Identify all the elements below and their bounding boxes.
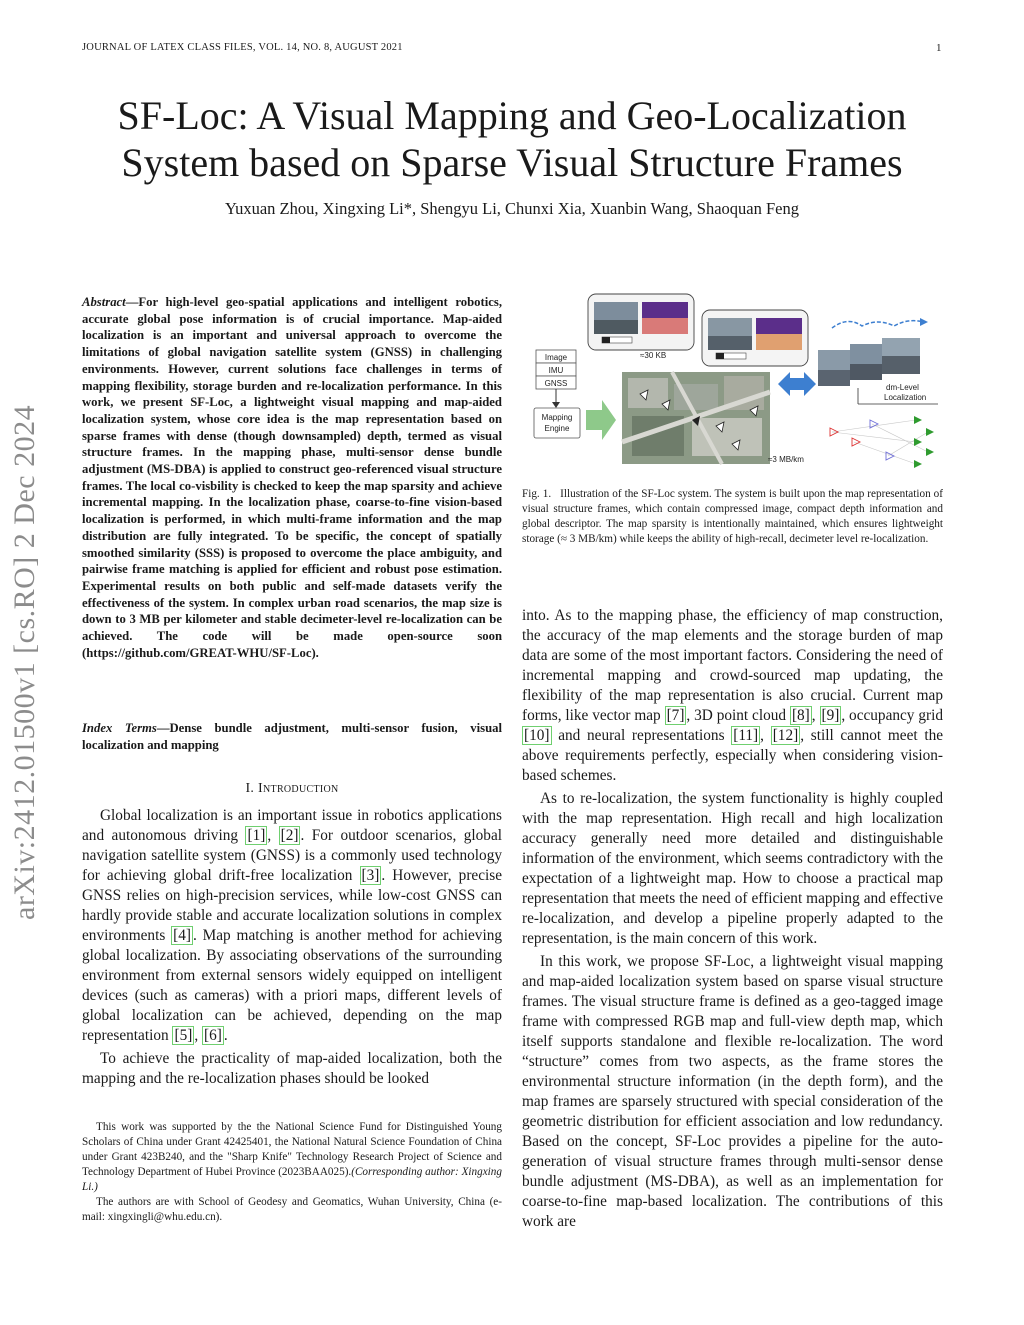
paper-title xyxy=(60,92,964,186)
index-terms xyxy=(82,720,502,753)
structure-frame-card-1 xyxy=(588,294,694,360)
satellite-map xyxy=(622,372,770,464)
citation-8[interactable]: [8] xyxy=(791,707,810,724)
intro-paragraph-1: Global localization is an important issue in robotics applications and autonomous driving [1] , [2] . For outdoor scenarios, global navigation satellite system (GNSS) is a commonly used technology for achieving global drift-free localization [3] . However, precise GNSS relies on high-precision services, while low-cost GNSS can hardly provide stable and accurate localization solutions in complex environments [4] . Map matching is another method for achieving global localization. By associating observations of the surrounding environment from external sensors widely equipped on intelligent devices (such as cameras) with a priori maps, different levels of global localization can be achieved, depending on the map representation [5] , [6] . xyxy=(82,807,502,1044)
citation-9[interactable]: [9] xyxy=(821,707,840,724)
query-images xyxy=(818,318,928,386)
index-terms-label: Index Terms xyxy=(82,721,157,735)
footnote-funding: This work was supported by the the National Science Fund for Distinguished Young Scholars of China under Grant 42425401, the National Natural Science Foundation of China under Grant 423B240, and the "Sharp Knife" Technology Research Project of Science and Technology Department of Hubei Province (2023BAA025).(Corresponding author: Xingxing Li.) xyxy=(82,1121,502,1193)
title-line-1: SF-Loc: A Visual Mapping and Geo-Localization xyxy=(117,93,907,138)
engine-label-2: Engine xyxy=(544,424,570,433)
intro-paragraph-2: To achieve the practicality of map-aided localization, both the mapping and the re-localization phases should be looked xyxy=(82,1050,502,1087)
section-title: Introduction xyxy=(258,781,339,796)
localization-label-1: dm-Level xyxy=(886,383,919,392)
abstract-label: Abstract xyxy=(82,295,126,309)
footnote-affiliation: The authors are with School of Geodesy and Geomatics, Wuhan University, China (e-mail: xingxingli@whu.edu.cn). xyxy=(82,1196,502,1223)
citation-10[interactable]: [10] xyxy=(524,727,550,744)
caption-label: Fig. 1. xyxy=(522,488,552,500)
figure-caption xyxy=(522,487,943,547)
citation-2[interactable]: [2] xyxy=(280,827,299,844)
intro-right-column xyxy=(522,606,943,1232)
citation-12[interactable]: [12] xyxy=(772,727,799,744)
mapping-arrow xyxy=(586,400,616,440)
caption-text: Illustration of the SF-Loc system. The system is built upon the map representation of visual structure frames, which contain compressed image, compact depth information and global descriptor. The map sparsity is intentionally maintained, which ensures lightweight storage (≈ 3 MB/km) while keeps the ability of high-recall, decimeter level re-localization. xyxy=(522,488,943,545)
citation-7[interactable]: [7] xyxy=(666,707,685,724)
figure-1 xyxy=(532,292,944,474)
frame-size-label: ≈30 KB xyxy=(640,351,667,360)
intro-paragraph-5: In this work, we propose SF-Loc, a lightweight visual mapping and map-aided localization system based on sparse visual structure frames. The visual structure frame is defined as a geo-tagged image frame with compressed RGB map and full-view depth map, which itself supports standalone and flexible re-localization. The word “structure” comes from two aspects, as the frame stores the environmental structure information (in the depth form), and the map frames are sparsely structured with special consideration of the geometric distribution for efficient association and low redundancy. Based on the concept, SF-Loc provides a pipeline for the auto-generation of visual structure frames through multi-sensor dense bundle adjustment (MS-DBA), as well as an implementation for coarse-to-fine map-based localization. The contributions of this work are xyxy=(522,953,943,1230)
author-list: Yuxuan Zhou, Xingxing Li*, Shengyu Li, Chunxi Xia, Xuanbin Wang, Shaoquan Feng xyxy=(225,199,799,218)
section-heading xyxy=(82,781,502,797)
imu-sensor-label: IMU xyxy=(548,366,564,375)
citation-1[interactable]: [1] xyxy=(247,827,266,844)
structure-frame-card-2 xyxy=(702,310,808,366)
sensor-stack xyxy=(534,350,580,438)
intro-paragraph-3: into. As to the mapping phase, the efficiency of map construction, the accuracy of the map elements and the storage burden of map data are some of the most important factors. Considering the need of incremental mapping and crowd-sourced map updating, the flexibility of the map representation is also crucial. Current map forms, like vector map [7] , 3D point cloud [8] , [9] , occupancy grid [10] and neural representations [11] , [12] , still cannot meet the above requirements perfectly, especially when considering vision-based schemes. xyxy=(522,607,944,784)
arxiv-stamp: arXiv:2412.01500v1 [cs.RO] 2 Dec 2024 xyxy=(8,404,41,920)
section-number: I. xyxy=(245,781,255,796)
engine-label-1: Mapping xyxy=(541,413,573,422)
page-number: 1 xyxy=(936,42,942,54)
citation-3[interactable]: [3] xyxy=(361,867,380,884)
title-line-2: System based on Sparse Visual Structure Frames xyxy=(121,140,903,185)
abstract xyxy=(82,294,502,661)
citation-6[interactable]: [6] xyxy=(203,1027,222,1044)
map-size-label: ≈3 MB/km xyxy=(768,455,804,464)
intro-paragraph-4: As to re-localization, the system functionality is highly coupled with the map representation. High recall and high localization accuracy generally need more detailed and distinguishable information of the environment, which seems contradictory with the expectation of a lightweight map. How to choose a practical map representation that meets the need of efficient mapping and effective re-localization, and develop a pipeline properly adapted to the representation, is the main concern of this work. xyxy=(522,790,943,947)
running-header: JOURNAL OF LATEX CLASS FILES, VOL. 14, NO. 8, AUGUST 2021 xyxy=(82,42,403,53)
image-sensor-label: Image xyxy=(544,353,568,362)
intro-left-column xyxy=(82,806,502,1089)
citation-11[interactable]: [11] xyxy=(733,727,759,744)
gnss-sensor-label: GNSS xyxy=(544,379,568,388)
index-terms-text: —Dense bundle adjustment, multi-sensor fusion, visual localization and mapping xyxy=(82,721,503,752)
localization-label-2: Localization xyxy=(884,393,927,402)
abstract-text: —For high-level geo-spatial applications and intelligent robotics, accurate global pose information is of crucial importance. Map-aided localization is an important and universal approach to overcome the limitations of global navigation satellite system (GNSS) in challenging environments. However, current solutions face challenges in terms of mapping flexibility, storage burden and re-localization performance. In this work, we present SF-Loc, a lightweight visual mapping and map-aided localization system, whose core idea is the map representation based on sparse frames with dense (though downsampled) depth, termed as visual structure frames. In the mapping phase, multi-sensor dense bundle adjustment (MS-DBA) is applied to construct geo-referenced visual structure frames. The local co-visbility is checked to keep the map sparsity and achieve incremental mapping. In the localization phase, coarse-to-fine vision-based localization is performed, in which multi-frame information and the map distribution are fully integrated. To be specific, the concept of spatially smoothed similarity (SSS) is proposed to overcome the place ambiguity, and pairwise frame matching is applied for efficient and robust pose estimation. Experimental results on both public and self-made datasets verify the effectiveness of the system. In complex urban road scenarios, the map size is down to 3 MB per kilometer and stable decimeter-level re-localization can be achieved. The code will be made open-source soon (https://github.com/GREAT-WHU/SF-Loc). xyxy=(82,295,502,660)
pose-graph xyxy=(830,416,934,468)
matching-arrow xyxy=(778,372,816,396)
footnote xyxy=(82,1120,502,1225)
citation-4[interactable]: [4] xyxy=(173,927,191,944)
citation-5[interactable]: [5] xyxy=(174,1027,193,1044)
